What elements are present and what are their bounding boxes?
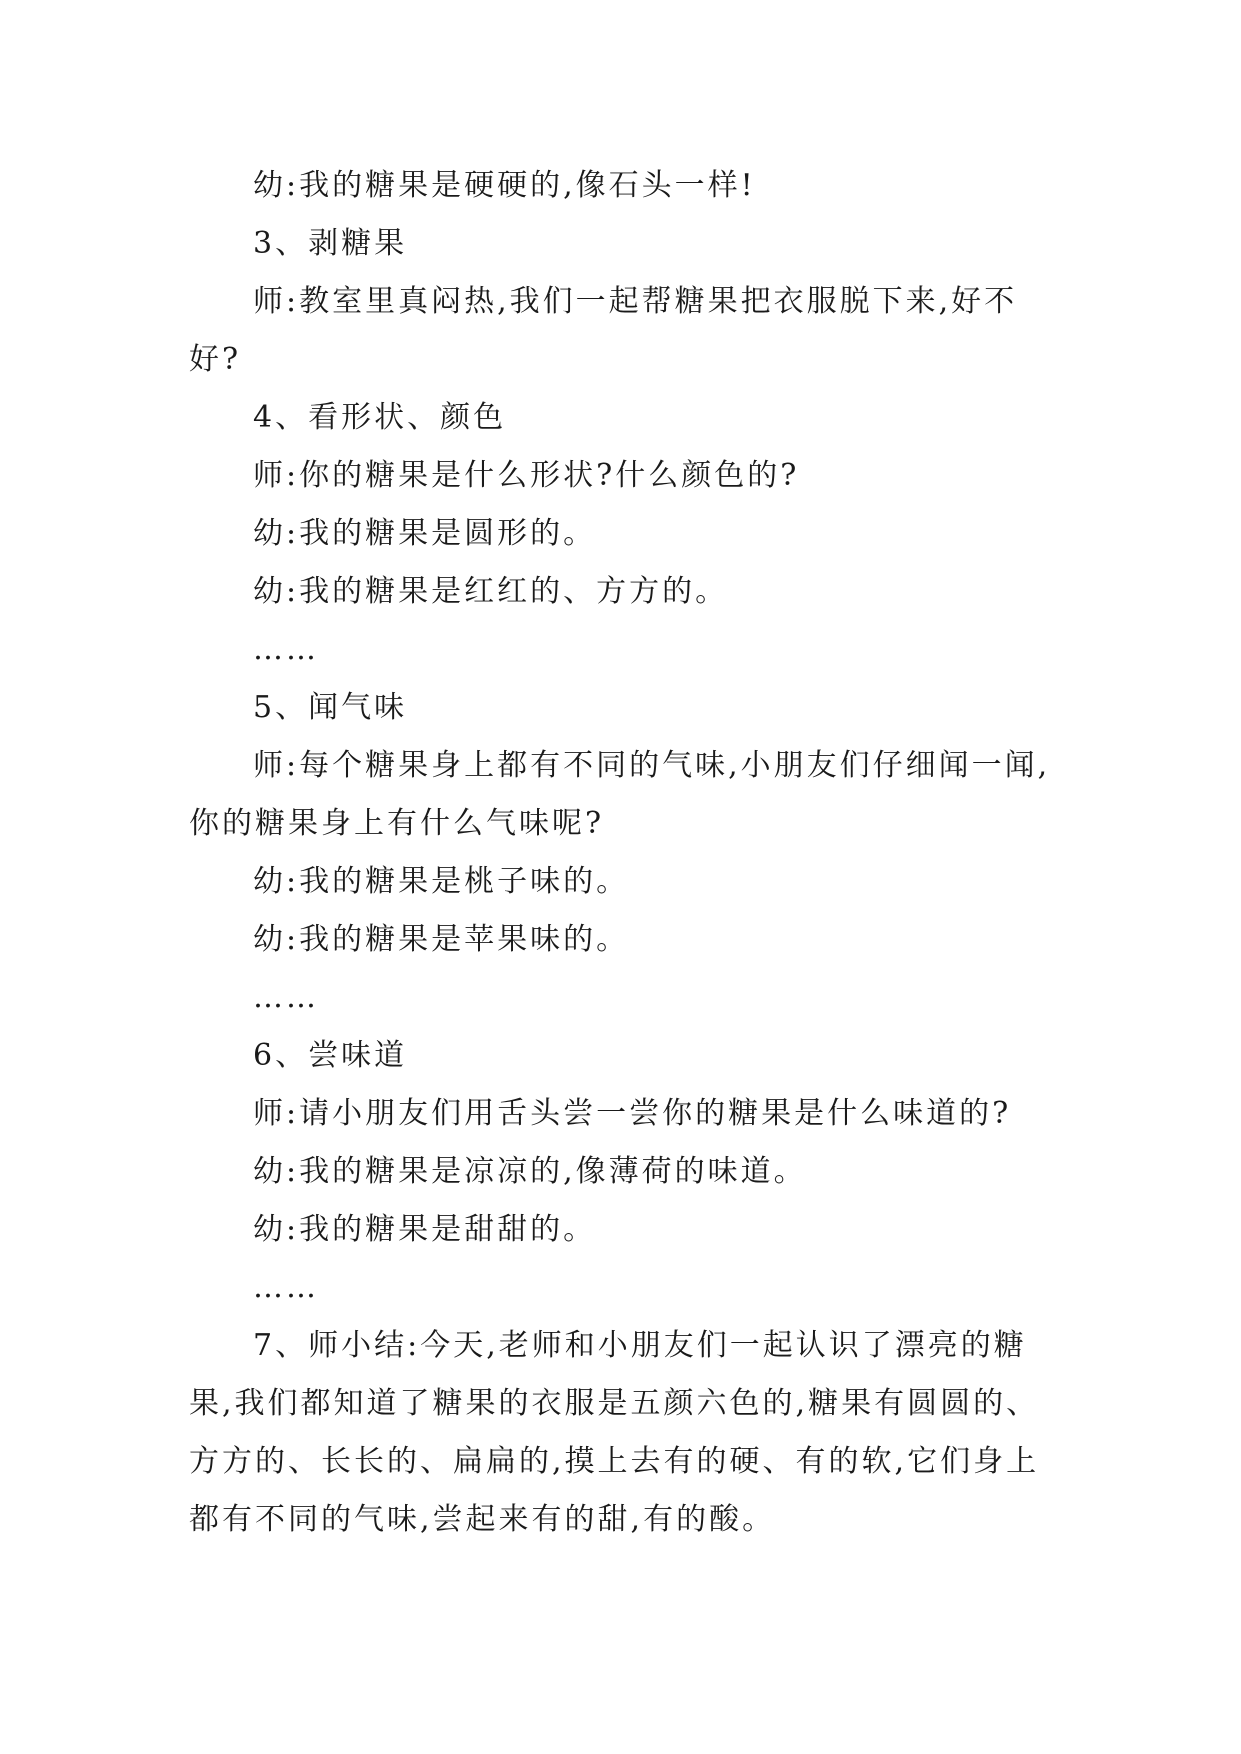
dialogue-child-mint: 幼:我的糖果是凉凉的,像薄荷的味道。 (253, 1154, 807, 1189)
dialogue-child-apple: 幼:我的糖果是苹果味的。 (253, 922, 630, 957)
dialogue-child-hard: 幼:我的糖果是硬硬的,像石头一样! (253, 168, 756, 203)
dialogue-child-sweet: 幼:我的糖果是甜甜的。 (253, 1212, 597, 1247)
ellipsis: …… (253, 1270, 319, 1305)
dialogue-teacher-smell: 师:每个糖果身上都有不同的气味,小朋友们仔细闻一闻,你的糖果身上有什么气味呢? (189, 748, 1051, 841)
step-7-summary: 7、师小结:今天,老师和小朋友们一起认识了漂亮的糖果,我们都知道了糖果的衣服是五颜六色的,糖果有圆圆的、方方的、长长的、扁扁的,摸上去有的硬、有的软,它们身上都有不同的气味,尝起来有的甜,有的酸。 (189, 1328, 1040, 1537)
ellipsis: …… (253, 632, 319, 667)
step-5-heading: 5、闻气味 (253, 690, 408, 725)
dialogue-child-peach: 幼:我的糖果是桃子味的。 (253, 864, 630, 899)
step-3-heading: 3、剥糖果 (253, 226, 408, 261)
dialogue-teacher-unwrap: 师:教室里真闷热,我们一起帮糖果把衣服脱下来,好不好? (189, 284, 1018, 377)
dialogue-teacher-shape: 师:你的糖果是什么形状?什么颜色的? (253, 458, 800, 493)
ellipsis: …… (253, 980, 319, 1015)
step-6-heading: 6、尝味道 (253, 1038, 408, 1073)
dialogue-child-round: 幼:我的糖果是圆形的。 (253, 516, 597, 551)
document-body (189, 157, 1069, 1549)
dialogue-child-red-square: 幼:我的糖果是红红的、方方的。 (253, 574, 729, 609)
dialogue-teacher-taste: 师:请小朋友们用舌头尝一尝你的糖果是什么味道的? (253, 1096, 1012, 1131)
step-4-heading: 4、看形状、颜色 (253, 400, 507, 435)
